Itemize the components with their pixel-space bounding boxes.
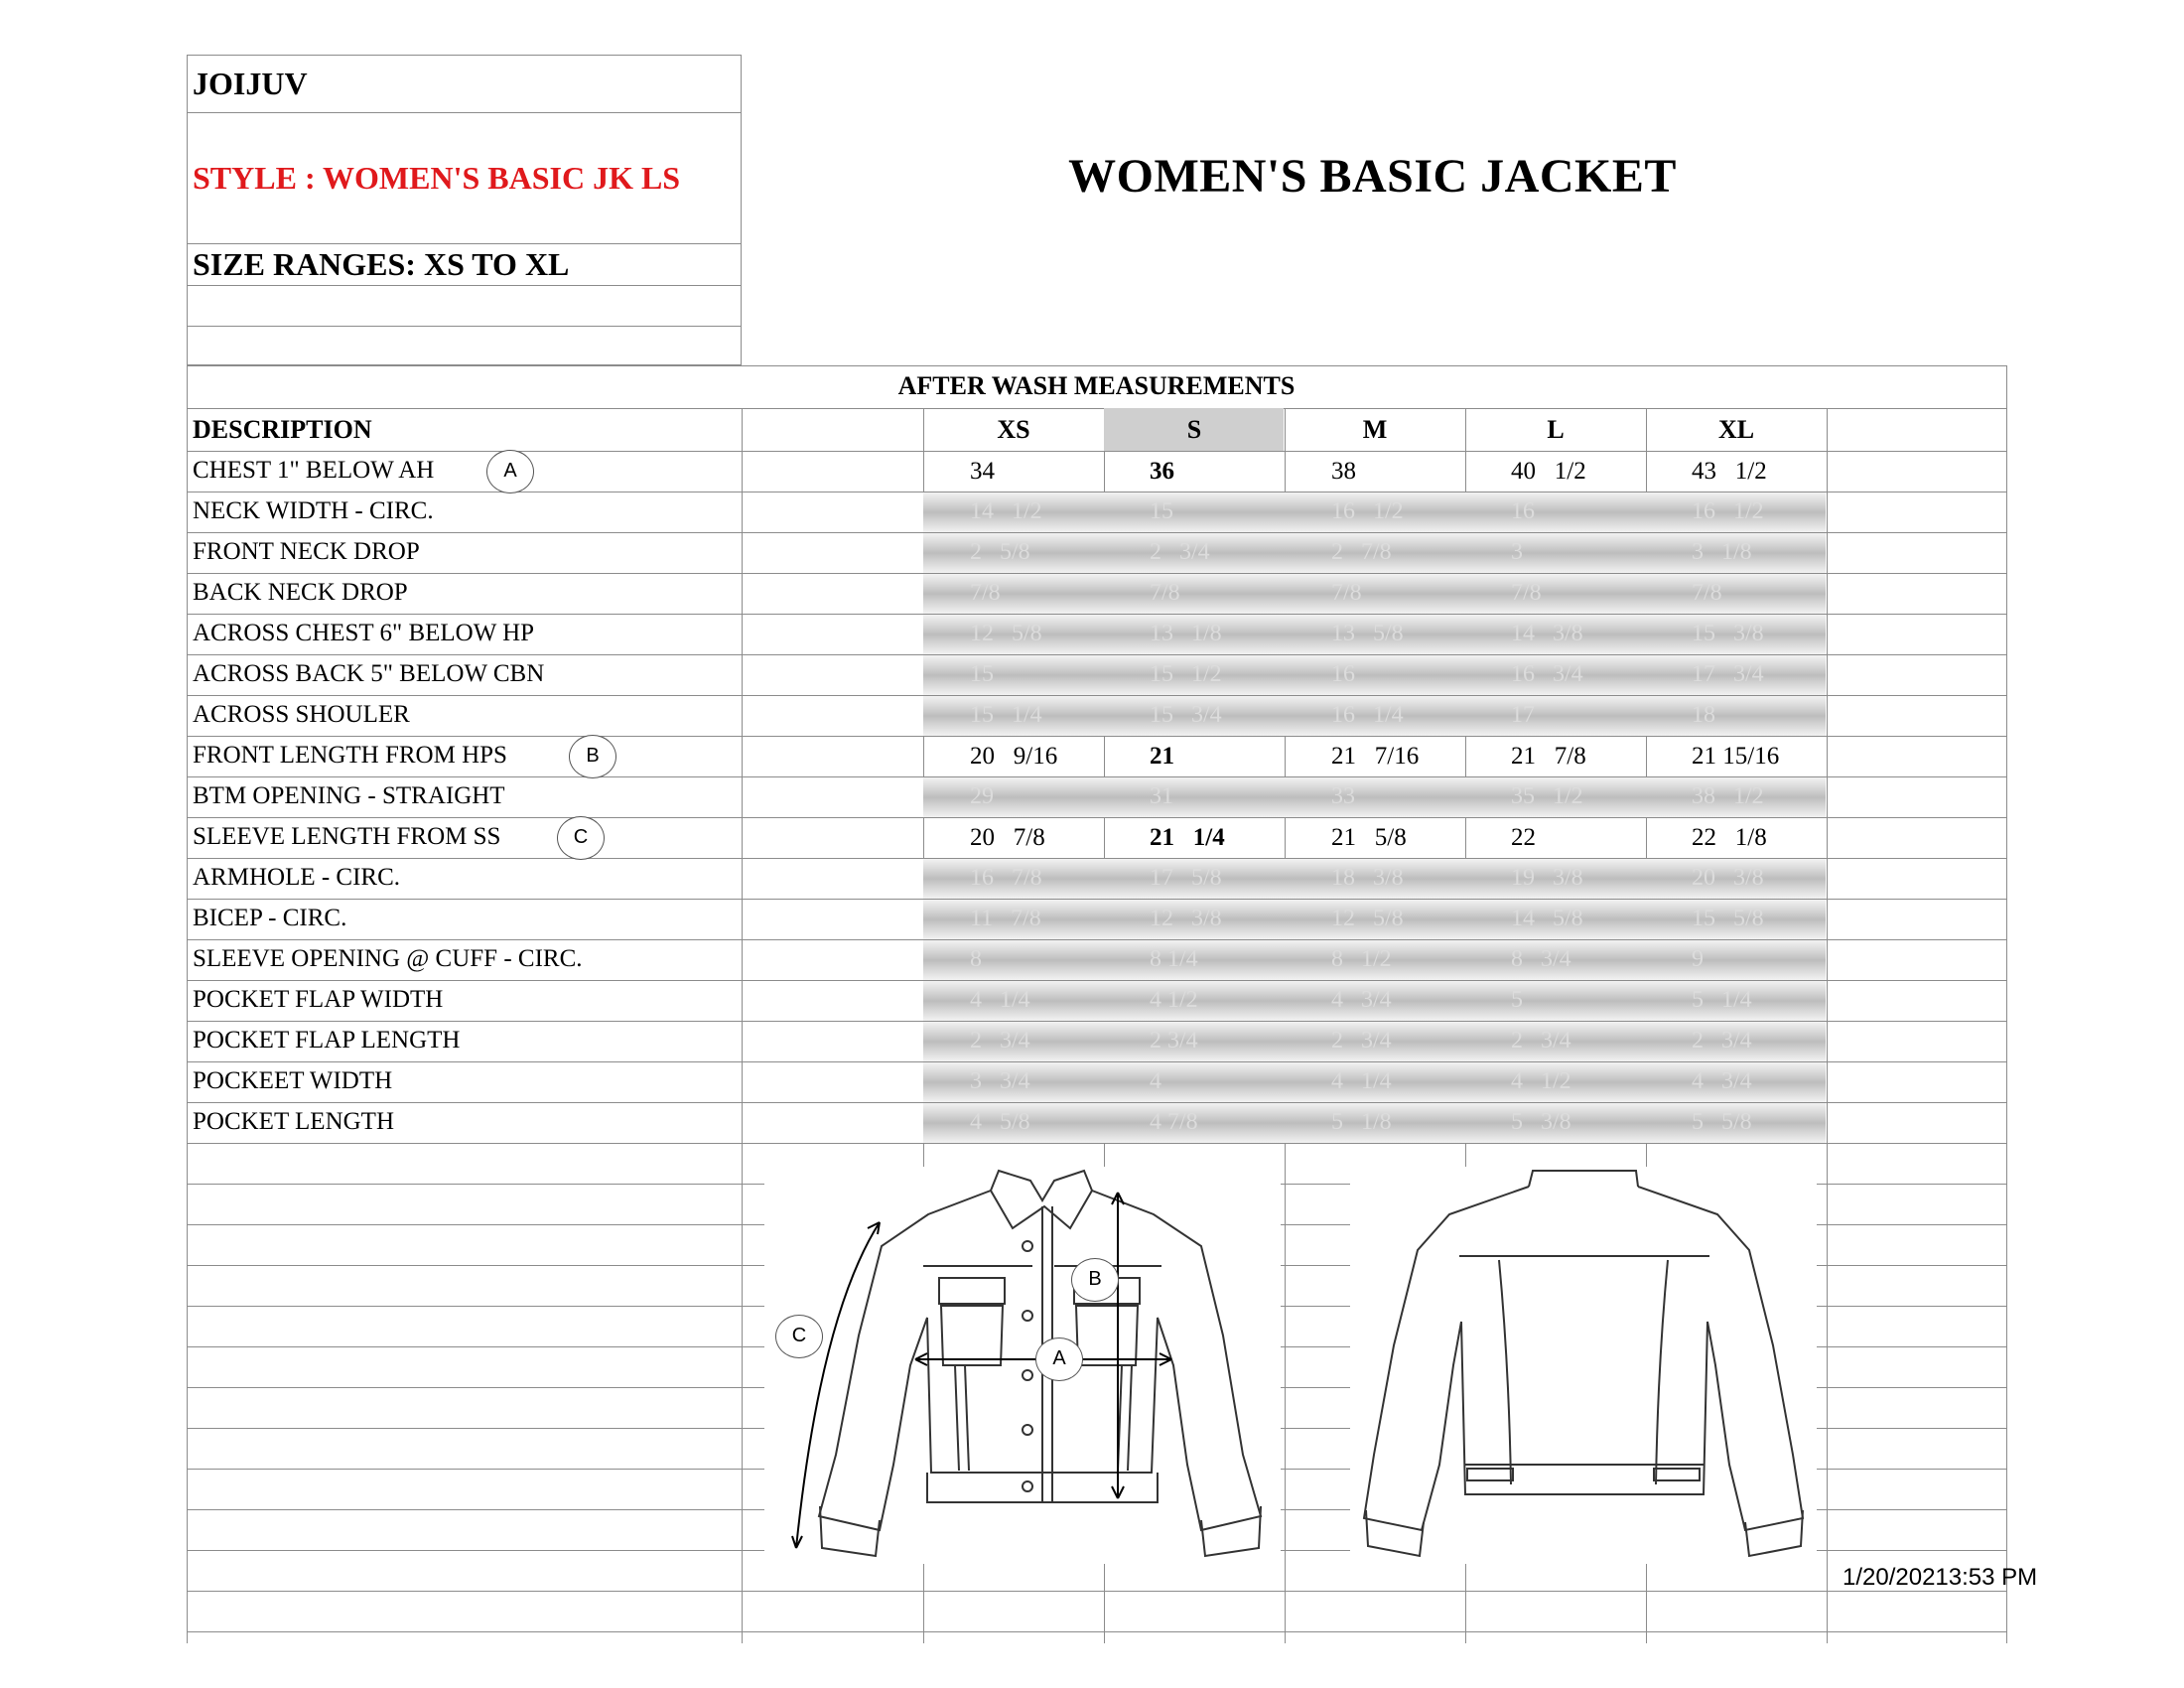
obscured-value: 4: [1150, 1068, 1161, 1094]
print-timestamp: 1/20/20213:53 PM: [1843, 1564, 2038, 1591]
obscured-value: 15 3/8: [1692, 621, 1764, 646]
grid-row-line: [187, 1143, 2006, 1144]
measurement-value: 34: [970, 458, 995, 485]
obscured-value: 35 1/2: [1511, 783, 1583, 809]
row-description: BACK NECK DROP: [193, 579, 408, 606]
obscured-value: 3 3/4: [970, 1068, 1030, 1094]
obscured-value: 14 3/8: [1511, 621, 1583, 646]
row-description: ARMHOLE - CIRC.: [193, 864, 401, 891]
obscured-value: 5 1/8: [1331, 1109, 1392, 1135]
obscured-value: 17: [1511, 702, 1535, 728]
header-divider: [187, 112, 742, 113]
drawing-callout-c: C: [775, 1315, 823, 1358]
obscured-value: 15 5/8: [1692, 906, 1764, 931]
obscured-value: 4 1/4: [1331, 1068, 1392, 1094]
row-callout-a: A: [486, 450, 534, 493]
obscured-value: 17 5/8: [1150, 865, 1222, 891]
obscured-value: 16 1/4: [1331, 702, 1404, 728]
obscured-value: 5 1/4: [1692, 987, 1752, 1013]
obscured-value: 8 1/2: [1331, 946, 1392, 972]
obscured-value: 16 7/8: [970, 865, 1042, 891]
row-description: NECK WIDTH - CIRC.: [193, 497, 434, 524]
measurement-value: 21 1/4: [1150, 824, 1225, 851]
measurement-value: 40 1/2: [1511, 458, 1586, 485]
grid-column-line: [742, 408, 743, 1643]
front-jacket-drawing: [764, 1167, 1281, 1564]
row-description: CHEST 1" BELOW AH: [193, 457, 435, 484]
obscured-value: 4 7/8: [1150, 1109, 1198, 1135]
size-header-l: L: [1547, 415, 1565, 444]
drawing-callout-b: B: [1071, 1258, 1119, 1302]
obscured-value: 15 1/2: [1150, 661, 1222, 687]
row-callout-c: C: [557, 816, 605, 860]
obscured-value: 4 5/8: [970, 1109, 1030, 1135]
measurement-value: 20 9/16: [970, 743, 1058, 770]
obscured-value: 4 1/2: [1511, 1068, 1571, 1094]
obscured-value: 15: [1150, 498, 1173, 524]
obscured-value: 2 3/4: [1150, 539, 1210, 565]
measurement-value: 21 5/8: [1331, 824, 1407, 851]
measurement-value: 20 7/8: [970, 824, 1045, 851]
obscured-value: 2 3/4: [1331, 1028, 1392, 1054]
obscured-value: 38 1/2: [1692, 783, 1764, 809]
row-description: POCKET FLAP WIDTH: [193, 986, 444, 1013]
obscured-value: 4 1/4: [970, 987, 1030, 1013]
obscured-value: 5 3/8: [1511, 1109, 1571, 1135]
row-description: FRONT NECK DROP: [193, 538, 420, 565]
obscured-value: 20 3/8: [1692, 865, 1764, 891]
row-description: POCKET LENGTH: [193, 1108, 395, 1135]
obscured-value: 5 5/8: [1692, 1109, 1752, 1135]
obscured-value: 15 3/4: [1150, 702, 1222, 728]
obscured-value: 8 1/4: [1150, 946, 1198, 972]
obscured-value: 7/8: [1511, 580, 1542, 606]
description-header: DESCRIPTION: [193, 415, 372, 444]
obscured-value: 7/8: [1331, 580, 1362, 606]
header-divider: [187, 326, 742, 327]
obscured-values-band: [923, 777, 1826, 817]
obscured-value: 14 5/8: [1511, 906, 1583, 931]
section-title: AFTER WASH MEASUREMENTS: [897, 371, 1296, 400]
obscured-value: 16: [1331, 661, 1355, 687]
measurement-value: 36: [1150, 458, 1174, 485]
measurement-value: 21: [1150, 743, 1174, 770]
grid-row-line: [187, 451, 2006, 452]
obscured-value: 4 3/4: [1331, 987, 1392, 1013]
measurement-value: 22 1/8: [1692, 824, 1767, 851]
grid-row-line: [187, 1591, 2006, 1592]
obscured-value: 7/8: [1150, 580, 1180, 606]
header-divider: [187, 285, 742, 286]
measurement-value: 43 1/2: [1692, 458, 1767, 485]
grid-row-line: [187, 365, 2006, 366]
size-header-m: M: [1362, 415, 1388, 444]
obscured-value: 16 1/2: [1692, 498, 1764, 524]
row-description: POCKET FLAP LENGTH: [193, 1027, 461, 1054]
obscured-value: 2 3/4: [1511, 1028, 1571, 1054]
measurement-value: 21 7/8: [1511, 743, 1586, 770]
grid-column-line: [187, 365, 188, 1643]
obscured-value: 2 3/4: [1692, 1028, 1752, 1054]
obscured-value: 3: [1511, 539, 1523, 565]
obscured-value: 2 7/8: [1331, 539, 1392, 565]
size-range-label: SIZE RANGES: XS TO XL: [193, 246, 570, 282]
grid-row-line: [187, 408, 2006, 409]
obscured-value: 12 3/8: [1150, 906, 1222, 931]
obscured-value: 8: [970, 946, 982, 972]
row-description: ACROSS CHEST 6" BELOW HP: [193, 620, 535, 646]
size-header-s: S: [1186, 415, 1202, 444]
obscured-value: 5: [1511, 987, 1523, 1013]
obscured-value: 17 3/4: [1692, 661, 1764, 687]
row-description: POCKEET WIDTH: [193, 1067, 393, 1094]
obscured-value: 15 1/4: [970, 702, 1042, 728]
size-header-xl: XL: [1717, 415, 1755, 444]
grid-column-line: [1827, 408, 1828, 1643]
obscured-value: 19 3/8: [1511, 865, 1583, 891]
size-header-xs: XS: [997, 415, 1030, 444]
obscured-value: 7/8: [1692, 580, 1722, 606]
obscured-value: 9: [1692, 946, 1704, 972]
obscured-value: 16: [1511, 498, 1535, 524]
row-description: BTM OPENING - STRAIGHT: [193, 782, 505, 809]
obscured-value: 2 5/8: [970, 539, 1030, 565]
measurement-value: 22: [1511, 824, 1536, 851]
obscured-value: 8 3/4: [1511, 946, 1571, 972]
obscured-value: 13 1/8: [1150, 621, 1222, 646]
style-label: STYLE : WOMEN'S BASIC JK LS: [193, 160, 681, 196]
grid-row-line: [187, 736, 2006, 737]
obscured-value: 4 1/2: [1150, 987, 1198, 1013]
obscured-value: 33: [1331, 783, 1355, 809]
grid-column-line: [2006, 365, 2007, 1643]
obscured-values-band: [923, 655, 1826, 695]
obscured-value: 4 3/4: [1692, 1068, 1752, 1094]
grid-row-line: [187, 817, 2006, 818]
obscured-value: 18 3/8: [1331, 865, 1404, 891]
obscured-value: 16 3/4: [1511, 661, 1583, 687]
drawing-callout-a: A: [1035, 1337, 1083, 1381]
measurement-value: 38: [1331, 458, 1356, 485]
obscured-value: 12 5/8: [970, 621, 1042, 646]
back-jacket-drawing: [1350, 1167, 1817, 1564]
measurement-value: 21 7/16: [1331, 743, 1420, 770]
obscured-value: 12 5/8: [1331, 906, 1404, 931]
row-callout-b: B: [569, 735, 616, 778]
obscured-value: 29: [970, 783, 994, 809]
row-description: SLEEVE LENGTH FROM SS: [193, 823, 501, 850]
obscured-value: 7/8: [970, 580, 1001, 606]
obscured-value: 14 1/2: [970, 498, 1042, 524]
brand-name: JOIJUV: [193, 66, 308, 101]
obscured-value: 13 5/8: [1331, 621, 1404, 646]
obscured-value: 2 3/4: [1150, 1028, 1198, 1054]
header-divider: [187, 243, 742, 244]
row-description: BICEP - CIRC.: [193, 905, 347, 931]
document-title: WOMEN'S BASIC JACKET: [1068, 150, 1677, 203]
grid-row-line: [187, 1631, 2006, 1632]
obscured-values-band: [923, 574, 1826, 614]
obscured-value: 11 7/8: [970, 906, 1041, 931]
obscured-value: 18: [1692, 702, 1715, 728]
row-description: SLEEVE OPENING @ CUFF - CIRC.: [193, 945, 583, 972]
obscured-value: 31: [1150, 783, 1173, 809]
measurement-value: 21 15/16: [1692, 743, 1780, 770]
row-description: FRONT LENGTH FROM HPS: [193, 742, 507, 769]
obscured-value: 3 1/8: [1692, 539, 1752, 565]
row-description: ACROSS SHOULER: [193, 701, 410, 728]
obscured-value: 15: [970, 661, 994, 687]
row-description: ACROSS BACK 5" BELOW CBN: [193, 660, 545, 687]
obscured-value: 2 3/4: [970, 1028, 1030, 1054]
obscured-value: 16 1/2: [1331, 498, 1404, 524]
